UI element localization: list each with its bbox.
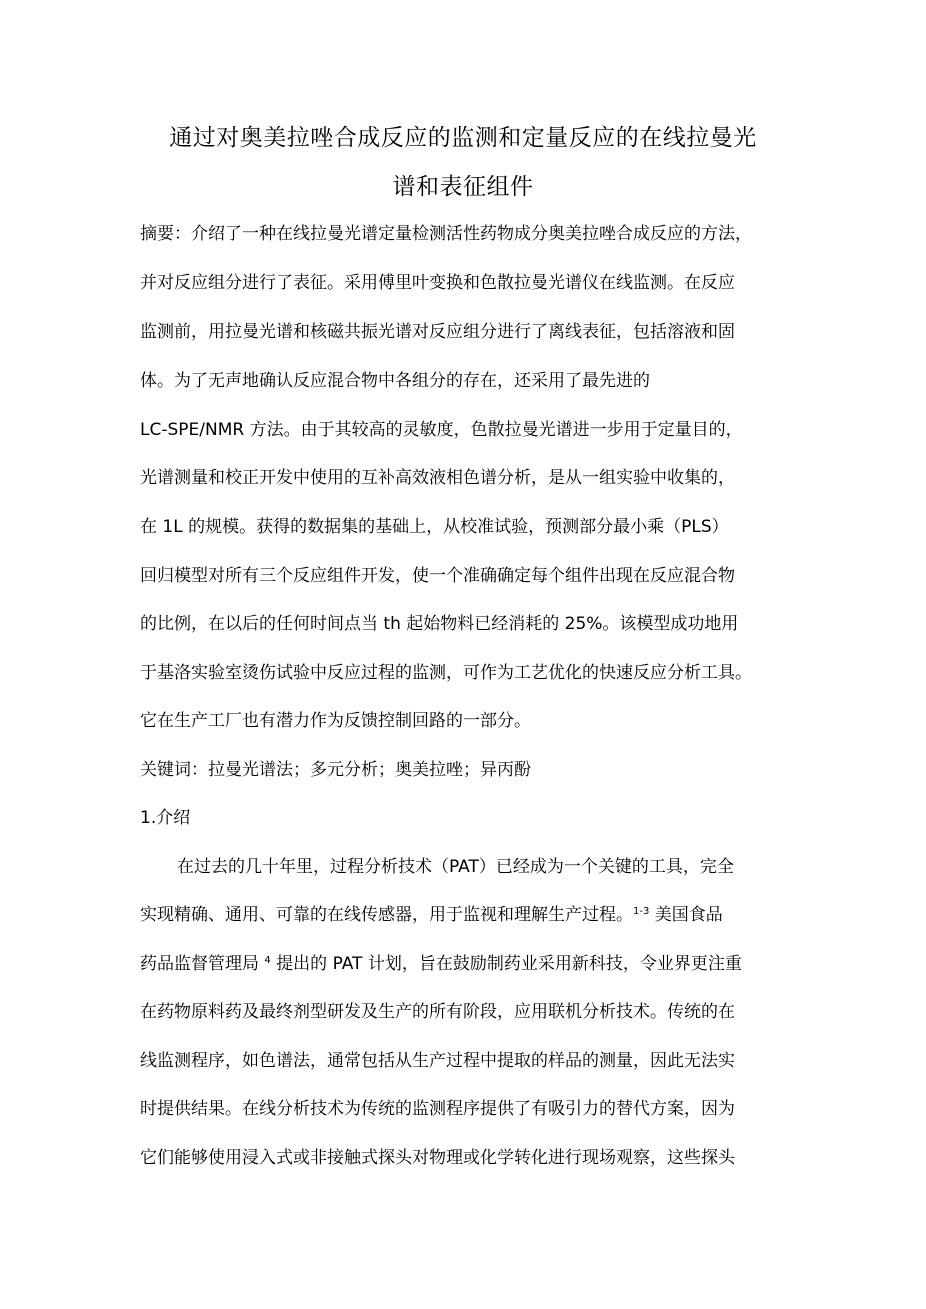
citation-superscript: 4	[264, 955, 271, 966]
intro-line: 时提供结果。在线分析技术为传统的监测程序提供了有吸引力的替代方案，因为	[140, 1099, 735, 1119]
abstract-line: 在 1L 的规模。获得的数据集的基础上，从校准试验，预测部分最小乘（PLS）	[140, 517, 729, 537]
intro-text: 提出的 PAT 计划，旨在鼓励制药业采用新科技，令业界更注重	[270, 954, 742, 974]
abstract-line: 体。为了无声地确认反应混合物中各组分的存在，还采用了最先进的	[140, 371, 650, 391]
abstract-line: 监测前，用拉曼光谱和核磁共振光谱对反应组分进行了离线表征，包括溶液和固	[140, 322, 735, 342]
section-heading: 1.介绍	[140, 808, 191, 828]
abstract-line: 它在生产工厂也有潜力作为反馈控制回路的一部分。	[140, 711, 531, 731]
intro-line: 它们能够使用浸入式或非接触式探头对物理或化学转化进行现场观察，这些探头	[140, 1148, 735, 1168]
intro-line	[140, 903, 790, 927]
intro-text: 实现精确、通用、可靠的在线传感器，用于监视和理解生产过程。	[140, 905, 633, 925]
abstract-line: 的比例，在以后的任何时间点当 th 起始物料已经消耗的 25%。该模型成功地用	[140, 614, 739, 634]
document-title-line-2: 谱和表征组件	[392, 174, 534, 200]
intro-line	[140, 952, 790, 976]
intro-text: 药品监督管理局	[140, 954, 265, 974]
abstract-line: 光谱测量和校正开发中使用的互补高效液相色谱分析，是从一组实验中收集的，	[140, 468, 735, 488]
intro-line: 在药物原料药及最终剂型研发及生产的所有阶段，应用联机分析技术。传统的在	[140, 1002, 735, 1022]
intro-line: 在过去的几十年里，过程分析技术（PAT）已经成为一个关键的工具，完全	[177, 857, 734, 877]
document-title-line-1: 通过对奥美拉唑合成反应的监测和定量反应的在线拉曼光	[169, 125, 757, 151]
intro-line: 线监测程序，如色谱法，通常包括从生产过程中提取的样品的测量，因此无法实	[140, 1051, 735, 1071]
abstract-line: 摘要：介绍了一种在线拉曼光谱定量检测活性药物成分奥美拉唑合成反应的方法，	[140, 224, 752, 244]
abstract-line: 回归模型对所有三个反应组件开发，使一个准确确定每个组件出现在反应混合物	[140, 566, 735, 586]
abstract-line: LC-SPE/NMR 方法。由于其较高的灵敏度，色散拉曼光谱进一步用于定量目的，	[140, 420, 743, 440]
abstract-line: 并对反应组分进行了表征。采用傅里叶变换和色散拉曼光谱仪在线监测。在反应	[140, 273, 735, 293]
citation-superscript: 1-3	[633, 906, 650, 917]
intro-text: 美国食品	[649, 905, 723, 925]
keywords-line: 关键词：拉曼光谱法；多元分析；奥美拉唑；异丙酚	[140, 760, 531, 780]
abstract-line: 于基洛实验室烫伤试验中反应过程的监测，可作为工艺优化的快速反应分析工具。	[140, 663, 752, 683]
